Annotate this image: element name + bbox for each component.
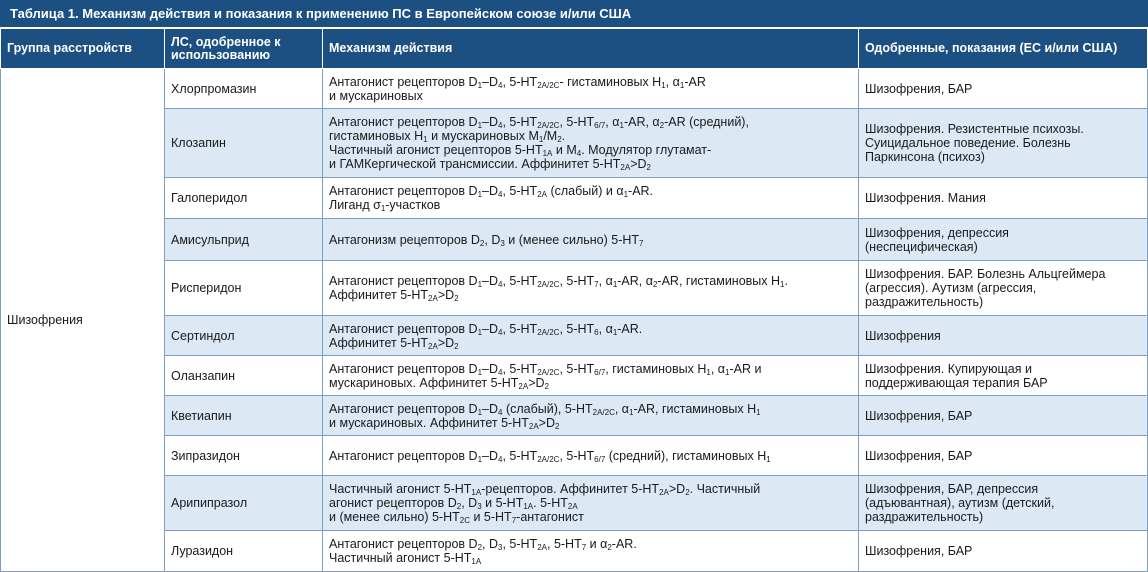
group-cell: Шизофрения — [1, 69, 165, 572]
table-row — [1, 219, 1148, 261]
table-row — [1, 436, 1148, 476]
mechanism-cell: Антагонист рецепторов $D_2$, $D_3$, $5-HT_{2A}$, $5-HT_7$ и $\alpha_2-AR$. Частичный агонист $5-HT_{1A}$ — [323, 531, 859, 572]
table-row — [1, 476, 1148, 531]
header-group: Группа расстройств — [1, 29, 165, 69]
mechanism-cell: Антагонист рецепторов $D_1-D_4$, $5-HT_{2A/2C}$, $5-HT_6$, $\alpha_1-AR$. Аффинитет $5-HT_{2A}>D_2$ — [323, 316, 859, 356]
drug-cell: Амисульприд — [165, 219, 323, 261]
header-row — [1, 29, 1148, 69]
drug-cell: Сертиндол — [165, 316, 323, 356]
mechanism-cell: Антагонист рецепторов $D_1-D_4$, $5-HT_{2A/2C}$, $5-HT_7$, $\alpha_1-AR$, $\alpha_2-AR$, гистаминовых $H_1$. Аффинитет $5-HT_{2A}>D_2$ — [323, 261, 859, 316]
table-row — [1, 316, 1148, 356]
mechanism-cell: Частичный агонист $5-HT_{1A}$-рецепторов. Аффинитет $5-HT_{2A}>D_2$. Частичный агонист рецепторов $D_2$, $D_3$ и $5-HT_{1A}$. $5-HT_{2A}$ и (менее сильно) $5-HT_{2C}$ и $5-HT_7$-антагонист — [323, 476, 859, 531]
indications-cell: Шизофрения. Резистентные психозы. Суицидальное поведение. Болезнь Паркинсона (психоз) — [859, 109, 1148, 178]
drug-cell: Кветиапин — [165, 396, 323, 436]
drug-cell: Галоперидол — [165, 178, 323, 219]
header-mechanism: Механизм действия — [323, 29, 859, 69]
mechanism-cell: Антагонист рецепторов $D_1-D_4$, $5-HT_{2A/2C}-$ гистаминовых $H_1$, $\alpha_1-AR$ и мускариновых — [323, 69, 859, 109]
header-drug: ЛС, одобренное к использованию — [165, 29, 323, 69]
mechanism-cell: Антагонист рецепторов $D_1-D_4$, $5-HT_{2A/2C}$, $5-HT_{6/7}$, гистаминовых $H_1$, $\alpha_1-AR$ и мускариновых. Аффинитет $5-HT_{2A}>D_2$ — [323, 356, 859, 396]
indications-cell: Шизофрения. Купирующая и поддерживающая терапия БАР — [859, 356, 1148, 396]
drug-cell: Зипразидон — [165, 436, 323, 476]
drug-cell: Хлорпромазин — [165, 69, 323, 109]
table-row — [1, 69, 1148, 109]
table-row — [1, 356, 1148, 396]
mechanism-cell: Антагонист рецепторов $D_1-D_4$, $5-HT_{2A/2C}$, $5-HT_{6/7}$ (средний), гистаминовых $H_1$ — [323, 436, 859, 476]
mechanism-cell: Антагонист рецепторов $D_1-D_4$, $5-HT_{2A/2C}$, $5-HT_{6/7}$, $\alpha_1-AR$, $\alpha_2-AR$ (средний), гистаминовых $H_1$ и мускариновых $M_1/M_2$. Частичный агонист рецепторов $5-HT_{1A}$ и $M_4$. Модулятор глутамат- и ГАМКергической трансмиссии. Аффинитет $5-HT_{2A}>D_2$ — [323, 109, 859, 178]
drug-cell: Клозапин — [165, 109, 323, 178]
table-row — [1, 178, 1148, 219]
mechanism-cell: Антагонизм рецепторов $D_2$, $D_3$ и (менее сильно) $5-HT_7$ — [323, 219, 859, 261]
indications-cell: Шизофрения — [859, 316, 1148, 356]
table-body — [1, 69, 1148, 572]
mechanism-cell: Антагонист рецепторов $D_1-D_4$ (слабый), $5-HT_{2A/2C}$, $\alpha_1-AR$, гистаминовых $H_1$ и мускариновых. Аффинитет $5-HT_{2A}>D_2$ — [323, 396, 859, 436]
drug-cell: Луразидон — [165, 531, 323, 572]
indications-cell: Шизофрения, БАР, депрессия (адъювантная), аутизм (детский, раздражительность) — [859, 476, 1148, 531]
header-indications: Одобренные, показания (ЕС и/или США) — [859, 29, 1148, 69]
indications-cell: Шизофрения. Мания — [859, 178, 1148, 219]
mechanism-cell: Антагонист рецепторов $D_1-D_4$, $5-HT_{2A}$ (слабый) и $\alpha_1-AR$. Лиганд $\sigma_1$-участков — [323, 178, 859, 219]
table-row — [1, 261, 1148, 316]
indications-cell: Шизофрения. БАР. Болезнь Альцгеймера (агрессия). Аутизм (агрессия, раздражительность) — [859, 261, 1148, 316]
indications-cell: Шизофрения, БАР — [859, 396, 1148, 436]
table-row — [1, 531, 1148, 572]
drug-table — [0, 28, 1148, 572]
table-title: Таблица 1. Механизм действия и показания к применению ПС в Европейском союзе и/или США — [0, 0, 1148, 28]
drug-cell: Оланзапин — [165, 356, 323, 396]
indications-cell: Шизофрения, БАР — [859, 69, 1148, 109]
drug-cell: Арипипразол — [165, 476, 323, 531]
indications-cell: Шизофрения, депрессия (неспецифическая) — [859, 219, 1148, 261]
indications-cell: Шизофрения, БАР — [859, 436, 1148, 476]
drug-cell: Рисперидон — [165, 261, 323, 316]
table-row — [1, 109, 1148, 178]
indications-cell: Шизофрения, БАР — [859, 531, 1148, 572]
table-row — [1, 396, 1148, 436]
